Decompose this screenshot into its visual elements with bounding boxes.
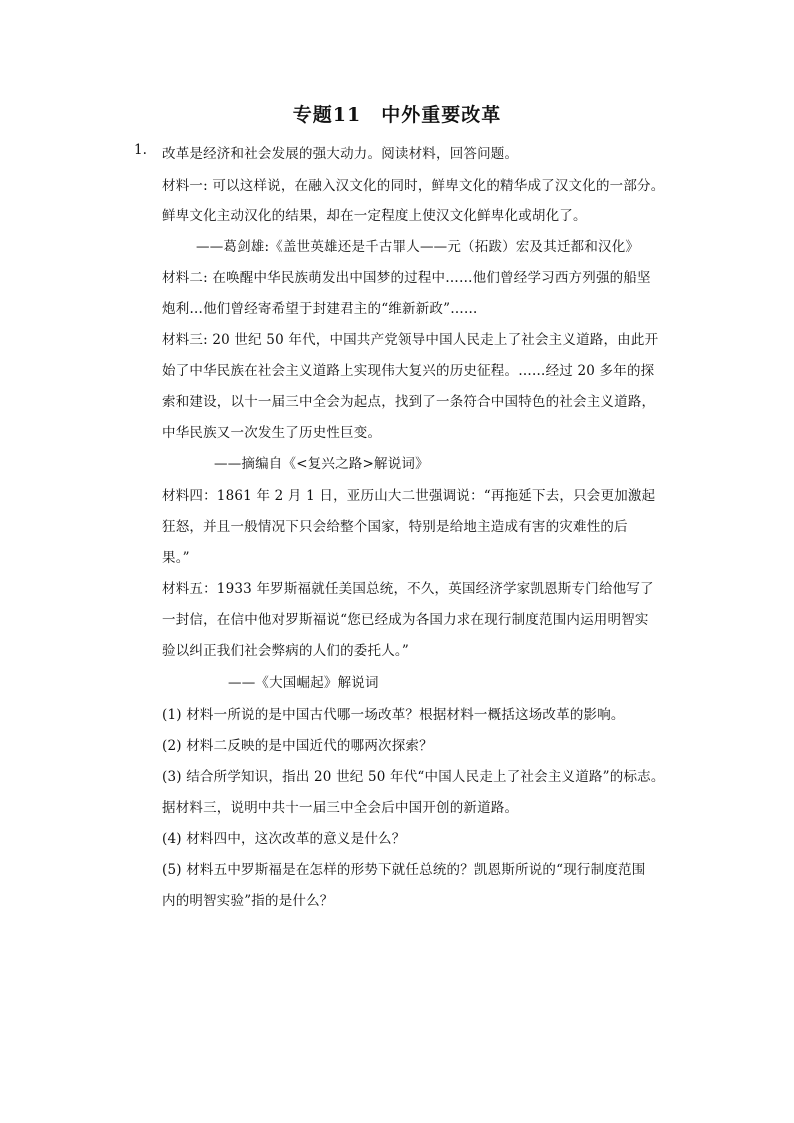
page-title: 专题11 中外重要改革 <box>292 104 502 126</box>
material-5-line-3: 验以纠正我们社会弊病的人们的委托人。” <box>162 643 409 659</box>
sub-question-3: (3) 结合所学知识，指出 20 世纪 50 年代“中国人民走上了社会主义道路”的标志。 <box>162 769 665 785</box>
material-4-line-1: 材料四：1861 年 2 月 1 日，亚历山大二世强调说：“再拖延下去，只会更加激起 <box>162 488 656 504</box>
material-5-line-1: 材料五：1933 年罗斯福就任美国总统，不久，英国经济学家凯恩斯专门给他写了 <box>162 581 654 597</box>
material-3-source: ——摘编自《<复兴之路>解说词》 <box>214 456 429 472</box>
question-number: 1. <box>134 142 147 158</box>
material-5-line-2: 一封信，在信中他对罗斯福说“您已经成为各国力求在现行制度范围内运用明智实 <box>162 612 649 628</box>
material-5-source: ——《大国崛起》解说词 <box>228 675 379 691</box>
material-3-line-1: 材料三: 20 世纪 50 年代，中国共产党领导中国人民走上了社会主义道路，由此开 <box>162 332 659 348</box>
sub-question-1: (1) 材料一所说的是中国古代哪一场改革？根据材料一概括这场改革的影响。 <box>162 707 625 723</box>
question-intro: 改革是经济和社会发展的强大动力。阅读材料，回答问题。 <box>162 146 519 162</box>
material-3-line-4: 中华民族又一次发生了历史性巨变。 <box>162 425 382 441</box>
material-2-line-1: 材料二: 在唤醒中华民族萌发出中国梦的过程中……他们曾经学习西方列强的船坚 <box>162 270 651 286</box>
material-3-line-2: 始了中华民族在社会主义道路上实现伟大复兴的历史征程。……经过 20 多年的探 <box>162 363 655 379</box>
material-1-source: ——葛剑雄:《盖世英雄还是千古罪人——元（拓跋）宏及其迁都和汉化》 <box>196 239 640 255</box>
sub-question-5: (5) 材料五中罗斯福是在怎样的形势下就任总统的？凯恩斯所说的“现行制度范围 <box>162 862 646 878</box>
sub-question-5-cont: 内的明智实验”指的是什么？ <box>162 893 334 909</box>
sub-question-2: (2) 材料二反映的是中国近代的哪两次探索？ <box>162 738 433 754</box>
material-3-line-3: 索和建设，以十一届三中全会为起点，找到了一条符合中国特色的社会主义道路， <box>162 394 656 410</box>
material-2-line-2: 炮利…他们曾经寄希望于封建君主的“维新新政”…… <box>162 301 478 317</box>
material-1-line-2: 鲜卑文化主动汉化的结果，却在一定程度上使汉文化鲜卑化或胡化了。 <box>162 208 587 224</box>
sub-question-3-cont: 据材料三，说明中共十一届三中全会后中国开创的新道路。 <box>162 800 519 816</box>
material-4-line-3: 果。” <box>162 550 190 566</box>
material-1-line-1: 材料一: 可以这样说，在融入汉文化的同时，鲜卑文化的精华成了汉文化的一部分。 <box>162 178 665 194</box>
material-4-line-2: 狂怒，并且一般情况下只会给整个国家，特别是给地主造成有害的灾难性的后 <box>162 519 628 535</box>
sub-question-4: (4) 材料四中，这次改革的意义是什么？ <box>162 831 406 847</box>
